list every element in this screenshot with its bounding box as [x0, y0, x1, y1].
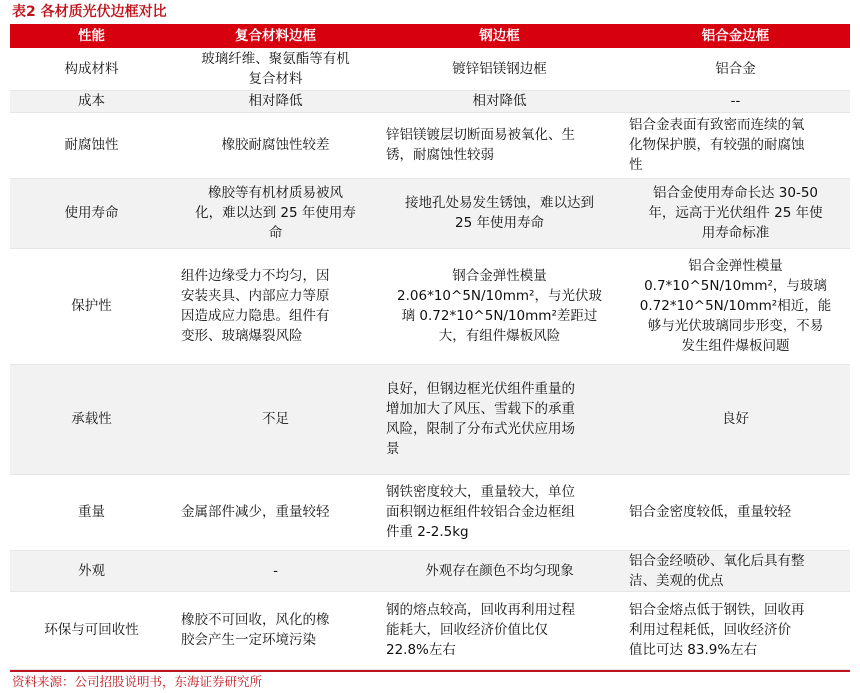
cell-aluminum: 良好: [621, 364, 850, 474]
cell-composite: 橡胶不可回收，风化的橡 胶会产生一定环境污染: [173, 591, 378, 669]
cell-aluminum: --: [621, 90, 850, 112]
cell-steel: 良好，但钢边框光伏组件重量的 增加加大了风压、雪载下的承重 风险，限制了分布式光伏应用场 景: [378, 364, 621, 474]
header-aluminum: 铝合金边框: [621, 24, 850, 48]
cell-aluminum: 铝合金表面有致密而连续的氧 化物保护膜，有较强的耐腐蚀 性: [621, 112, 850, 178]
cell-steel: 镀锌铝镁钢边框: [378, 48, 621, 90]
bottom-rule: [10, 670, 850, 672]
cell-composite: 橡胶等有机材质易被风 化，难以达到 25 年使用寿 命: [173, 178, 378, 248]
cell-aluminum: 铝合金密度较低，重量较轻: [621, 474, 850, 550]
cell-property: 保护性: [10, 248, 173, 364]
table-row: [10, 248, 850, 364]
cell-composite: 金属部件减少，重量较轻: [173, 474, 378, 550]
cell-composite: 相对降低: [173, 90, 378, 112]
cell-aluminum: 铝合金弹性模量 0.7*10^5N/10mm²，与玻璃 0.72*10^5N/10mm²相近，能 够与光伏玻璃同步形变，不易 发生组件爆板问题: [621, 248, 850, 364]
cell-aluminum: 铝合金经喷砂、氧化后具有整 洁、美观的优点: [621, 550, 850, 591]
cell-composite: 玻璃纤维、聚氨酯等有机 复合材料: [173, 48, 378, 90]
cell-property: 重量: [10, 474, 173, 550]
cell-aluminum: 铝合金使用寿命长达 30-50 年，远高于光伏组件 25 年使 用寿命标准: [621, 178, 850, 248]
cell-property: 外观: [10, 550, 173, 591]
header-steel: 钢边框: [378, 24, 621, 48]
table-row: [10, 591, 850, 669]
cell-composite: 橡胶耐腐蚀性较差: [173, 112, 378, 178]
table-row: [10, 48, 850, 90]
cell-steel: 外观存在颜色不均匀现象: [378, 550, 621, 591]
cell-steel: 钢合金弹性模量 2.06*10^5N/10mm²，与光伏玻 璃 0.72*10^5N/10mm²差距过 大，有组件爆板风险: [378, 248, 621, 364]
cell-steel: 钢的熔点较高，回收再利用过程 能耗大，回收经济价值比仅 22.8%左右: [378, 591, 621, 669]
table-row: [10, 474, 850, 550]
header-property: 性能: [10, 24, 173, 48]
cell-property: 使用寿命: [10, 178, 173, 248]
cell-property: 环保与可回收性: [10, 591, 173, 669]
cell-composite: 组件边缘受力不均匀，因 安装夹具、内部应力等原 因造成应力隐患。组件有 变形、玻璃爆裂风险: [173, 248, 378, 364]
cell-composite: -: [173, 550, 378, 591]
cell-steel: 钢铁密度较大，重量较大，单位 面积钢边框组件较铝合金边框组 件重 2-2.5kg: [378, 474, 621, 550]
table-row: [10, 90, 850, 112]
cell-aluminum: 铝合金熔点低于钢铁，回收再 利用过程耗低，回收经济价 值比可达 83.9%左右: [621, 591, 850, 669]
table-row: [10, 364, 850, 474]
comparison-table: [10, 24, 850, 670]
cell-property: 耐腐蚀性: [10, 112, 173, 178]
cell-property: 承载性: [10, 364, 173, 474]
cell-steel: 锌铝镁镀层切断面易被氧化、生 锈，耐腐蚀性较弱: [378, 112, 621, 178]
cell-aluminum: 铝合金: [621, 48, 850, 90]
cell-property: 成本: [10, 90, 173, 112]
header-composite: 复合材料边框: [173, 24, 378, 48]
header-row: [10, 24, 850, 48]
cell-composite: 不足: [173, 364, 378, 474]
table-row: [10, 112, 850, 178]
table-row: [10, 178, 850, 248]
table-row: [10, 550, 850, 591]
cell-steel: 相对降低: [378, 90, 621, 112]
table-title: 表2 各材质光伏边框对比: [12, 4, 167, 20]
cell-steel: 接地孔处易发生锈蚀，难以达到 25 年使用寿命: [378, 178, 621, 248]
source-note: 资料来源：公司招股说明书，东海证券研究所: [12, 674, 263, 689]
cell-property: 构成材料: [10, 48, 173, 90]
